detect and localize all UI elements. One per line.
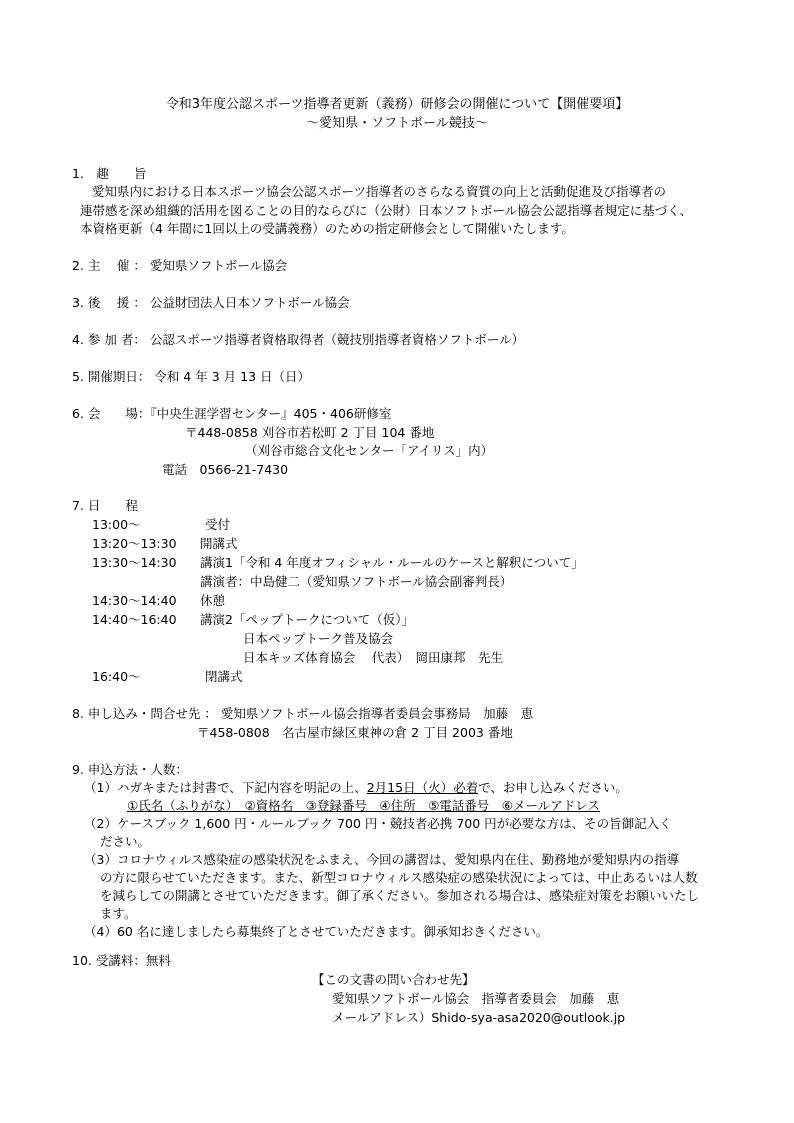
schedule-item: 日本ペップトーク普及協会 xyxy=(243,631,394,646)
contact-organization: 愛知県ソフトボール協会 指導者委員会 加藤 恵 xyxy=(332,991,620,1006)
schedule-time: 14:30～14:40 xyxy=(92,593,177,608)
schedule-item: 閉講式 xyxy=(205,669,243,684)
application-required-fields: ①氏名（ふりがな） ②資格名 ③登録番号 ④住所 ⑤電話番号 ⑥メールアドレス xyxy=(127,798,600,813)
paragraph-line: 愛知県内における日本スポーツ協会公認スポーツ指導者のさらなる資質の向上と活動促進及び指導者の xyxy=(92,184,667,199)
item-text: で、お申し込みください。 xyxy=(478,780,628,795)
schedule-time: 13:30～14:30 xyxy=(92,555,177,570)
section-date: 5. 開催期日： 令和 4 年 3 月 13 日（日） xyxy=(72,369,311,384)
paragraph-line: 本資格更新（4 年間に1回以上の受講義務）のための指定研修会として開催いたします。 xyxy=(80,221,574,236)
section-organizer: 2. 主 催 ： 愛知県ソフトボール協会 xyxy=(72,258,288,273)
application-item-3: （3）コロナウィルス感染症の感染状況をふまえ、今回の講習は、愛知県内在住、勤務地が愛知県内の指導 xyxy=(84,852,680,867)
venue-address: 〒448-0858 刈谷市若松町 2 丁目 104 番地 xyxy=(185,425,435,440)
section-heading: 7. 日 程 xyxy=(72,498,138,513)
application-item-4: （4）60 名に達しましたら募集終了とさせていただきます。御承知おきください。 xyxy=(84,924,549,939)
item-text: （1）ハガキまたは封書で、下記内容を明記の上、 xyxy=(84,780,367,795)
schedule-item: 講演者：中島健二（愛知県ソフトボール協会副審判長） xyxy=(200,574,513,589)
paragraph-line: 連帯感を深め組織的活用を図ることの目的ならびに（公財）日本ソフトボール協会公認指導者規定に基づく、 xyxy=(80,203,693,218)
schedule-item: 講演1「令和 4 年度オフィシャル・ルールのケースと解釈について」 xyxy=(200,555,584,570)
deadline-text: 2月15日（火）必着 xyxy=(366,780,479,795)
contact-office: 8. 申し込み・問合せ先 ： 愛知県ソフトボール協会指導者委員会事務局 加藤 恵 xyxy=(72,706,534,721)
section-participants: 4. 参 加 者： 公認スポーツ指導者資格取得者（競技別指導者資格ソフトボール） xyxy=(72,332,525,347)
section-heading: 1. 趣 旨 xyxy=(72,166,147,181)
document-subtitle: ～愛知県・ソフトボール競技～ xyxy=(306,116,488,131)
contact-email: メールアドレス）Shido-sya-asa2020@outlook.jp xyxy=(332,1010,626,1025)
schedule-item: 開講式 xyxy=(200,536,238,551)
section-support: 3. 後 援 ： 公益財団法人日本ソフトボール協会 xyxy=(72,295,350,310)
schedule-item: 日本キッズ体育協会 代表） 岡田康邦 先生 xyxy=(243,650,503,665)
schedule-time: 13:20～13:30 xyxy=(92,536,177,551)
venue-phone: 電話 0566-21-7430 xyxy=(162,462,289,477)
contact-heading: 【この文書の問い合わせ先】 xyxy=(312,972,475,987)
application-item-2: （2）ケースブック 1,600 円・ルールブック 700 円・競技者必携 700 円が必要な方は、その旨御記入く xyxy=(84,816,672,831)
application-item-1 xyxy=(84,780,628,796)
application-item-3-cont: ます。 xyxy=(100,906,137,921)
venue-name: 6. 会 場：『中央生涯学習センター』405・406研修室 xyxy=(72,406,392,421)
schedule-time: 16:40～ xyxy=(92,669,141,684)
document-title: 令和3年度公認スポーツ指導者更新（義務）研修会の開催について【開催要項】 xyxy=(165,97,629,112)
section-fee: 10. 受講料：無料 xyxy=(72,953,171,968)
contact-address: 〒458-0808 名古屋市緑区東神の倉 2 丁目 2003 番地 xyxy=(197,725,513,740)
application-item-3-cont: の方に限らせていただきます。また、新型コロナウィルス感染症の感染状況によっては、中止あるいは人数 xyxy=(100,870,698,885)
application-item-3-cont: を減らしての開講とさせていただきます。御了承ください。参加される場合は、感染症対策をお願いいたし xyxy=(100,888,700,903)
schedule-item: 休憩 xyxy=(200,593,226,608)
schedule-item: 講演2「ペップトークについて（仮）」 xyxy=(200,612,414,627)
schedule-time: 14:40～16:40 xyxy=(92,612,177,627)
schedule-item: 受付 xyxy=(205,517,231,532)
venue-address-note: （刈谷市総合文化センター「アイリス」内） xyxy=(245,443,494,458)
application-item-2-cont: ださい。 xyxy=(100,834,151,849)
section-heading: 9. 申込方法・人数： xyxy=(72,762,188,777)
schedule-time: 13:00～ xyxy=(92,517,141,532)
